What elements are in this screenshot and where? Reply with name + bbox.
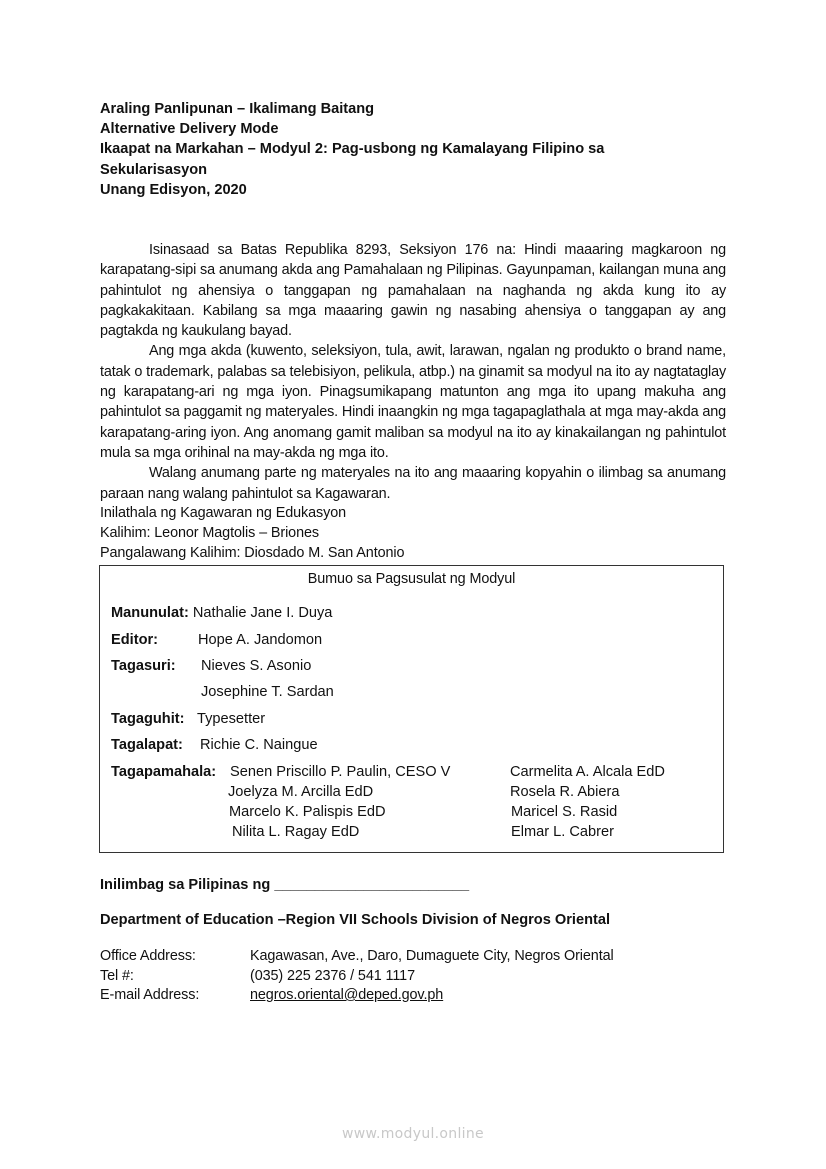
module-title-block bbox=[100, 99, 740, 200]
credit-value: Typesetter bbox=[197, 711, 266, 727]
credit-label: Tagasuri: bbox=[111, 658, 176, 674]
credit-label: Editor: bbox=[111, 632, 159, 648]
undersecretary-line: Pangalawang Kalihim: Diosdado M. San Antonio bbox=[100, 545, 405, 562]
quarter-module-title-cont: Sekularisasyon bbox=[100, 161, 208, 178]
credit-value: Elmar L. Cabrer bbox=[511, 824, 614, 840]
credits-title: Bumuo sa Pagsusulat ng Modyul bbox=[307, 571, 516, 587]
publisher-line: Inilathala ng Kagawaran ng Edukasyon bbox=[100, 505, 347, 521]
credit-tagalapat bbox=[111, 737, 183, 753]
credit-label: Manunulat: bbox=[111, 605, 189, 621]
credit-tagapamahala bbox=[111, 764, 216, 780]
credit-value: Rosela R. Abiera bbox=[510, 784, 620, 800]
credit-manunulat bbox=[111, 605, 332, 621]
credit-value: Nieves S. Asonio bbox=[201, 658, 312, 674]
credit-value: Senen Priscillo P. Paulin, CESO V bbox=[230, 764, 451, 780]
credit-editor bbox=[111, 632, 158, 648]
printed-in-line: Inilimbag sa Pilipinas ng ________________________ bbox=[100, 877, 470, 893]
credit-value: Nilita L. Ragay EdD bbox=[232, 824, 360, 840]
office-address-value: Kagawasan, Ave., Daro, Dumaguete City, Negros Oriental bbox=[250, 948, 614, 964]
credit-value: Josephine T. Sardan bbox=[201, 684, 334, 700]
credit-tagasuri bbox=[111, 658, 176, 674]
tel-value: (035) 225 2376 / 541 1117 bbox=[250, 968, 415, 984]
credit-value: Richie C. Naingue bbox=[200, 737, 318, 753]
secretary-line: Kalihim: Leonor Magtolis – Briones bbox=[100, 525, 319, 542]
watermark: www.modyul.online bbox=[342, 1126, 484, 1142]
credit-label: Tagalapat: bbox=[111, 737, 183, 753]
notice-paragraph: Walang anumang parte ng materyales na ito ang maaaring kopyahin o ilimbag sa anumang paraan nang walang pahintulot sa Kagawaran. bbox=[100, 465, 726, 502]
notice-paragraph: Ang mga akda (kuwento, seleksiyon, tula, awit, larawan, ngalan ng produkto o brand name, tatak o trademark, palabas sa telebisiyon, pelikula, atbp.) na ginamit sa modyul na ito ay nagtataglay ng karapatang-ari ng mga iyon. Pinagsumikapang matunton ang mga ito upang makuha ang pahintulot sa paggamit ng materyales. Hindi inaangkin ng mga tagapaglathala at mga may-akda ang karapatang-aring iyon. Ang anomang gamit maliban sa modyul na ito ay kinakailangan ng pahintulot mula sa mga orihinal na may-akda ng mga ito. bbox=[100, 343, 726, 461]
credit-tagaguhit bbox=[111, 711, 185, 727]
email-label: E-mail Address: bbox=[100, 987, 200, 1003]
office-address-label: Office Address: bbox=[100, 948, 196, 964]
delivery-mode: Alternative Delivery Mode bbox=[100, 121, 279, 138]
edition: Unang Edisyon, 2020 bbox=[100, 181, 247, 198]
credit-value: Hope A. Jandomon bbox=[198, 632, 323, 648]
credit-label: Tagapamahala: bbox=[111, 764, 217, 780]
credits-box bbox=[99, 565, 724, 853]
credit-value: Joelyza M. Arcilla EdD bbox=[228, 784, 374, 800]
copyright-notice bbox=[100, 240, 726, 504]
notice-paragraph: Isinasaad sa Batas Republika 8293, Seksiyon 176 na: Hindi maaaring magkaroon ng karapatang-sipi sa anumang akda ang Pamahalaan ng Pilipinas. Gayunpaman, kailangan muna ang pahintulot ng ahensiya o tanggapan ng pamahalaan na naghanda ng akda kung ito ay pagkakakitaan. Kabilang sa mga maaaring gawin ng nasabing ahensiya o tanggapan ay ang pagtakda ng kaukulang bayad. bbox=[100, 242, 726, 340]
credit-value: Marcelo K. Palispis EdD bbox=[229, 804, 386, 820]
quarter-module-title: Ikaapat na Markahan – Modyul 2: Pag-usbong ng Kamalayang Filipino sa bbox=[100, 141, 605, 158]
tel-label: Tel #: bbox=[100, 968, 134, 984]
credit-value: Nathalie Jane I. Duya bbox=[192, 605, 333, 621]
email-link[interactable]: negros.oriental@deped.gov.ph bbox=[250, 987, 444, 1003]
deped-division: Department of Education –Region VII Schools Division of Negros Oriental bbox=[100, 912, 611, 928]
credit-value: Maricel S. Rasid bbox=[511, 804, 618, 820]
credit-value: Carmelita A. Alcala EdD bbox=[510, 764, 665, 780]
credit-label: Tagaguhit: bbox=[111, 711, 185, 727]
publisher-info bbox=[100, 503, 404, 564]
subject-grade: Araling Panlipunan – Ikalimang Baitang bbox=[100, 101, 375, 117]
